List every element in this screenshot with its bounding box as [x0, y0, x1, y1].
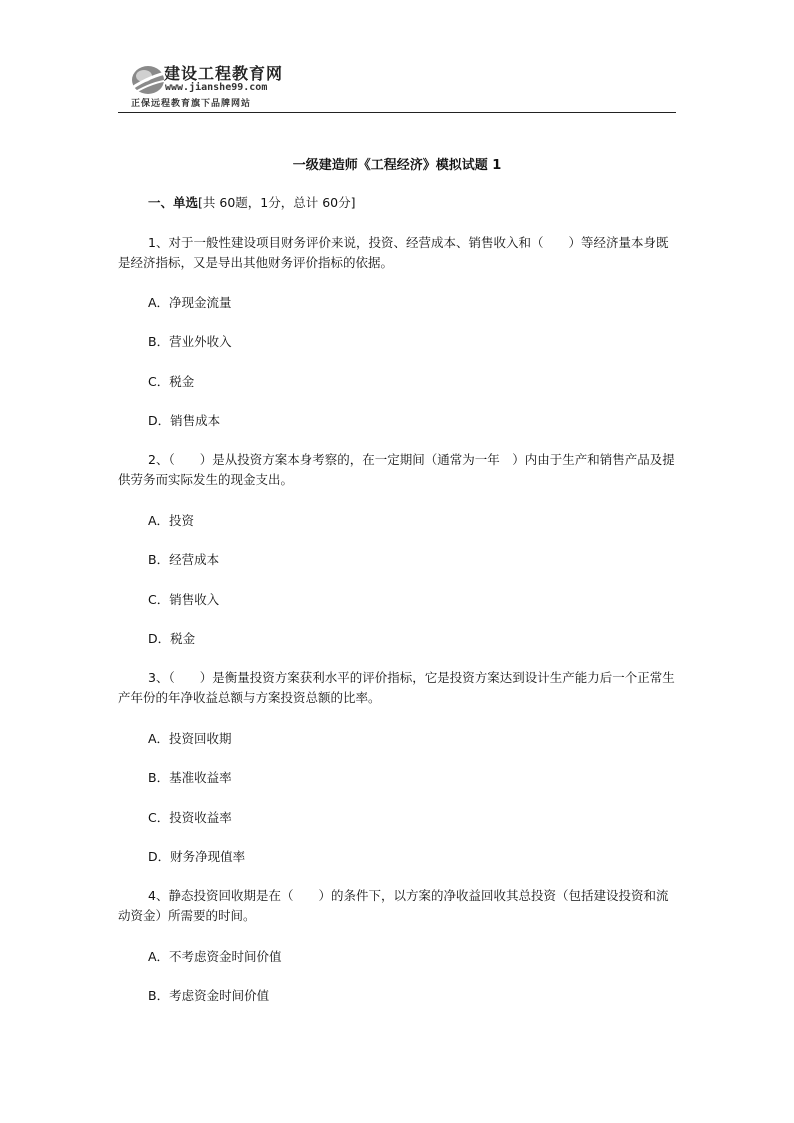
- q3-option-a: A．投资回收期: [148, 731, 232, 746]
- question-1: 1、对于一般性建设项目财务评价来说，投资、经营成本、销售收入和（ ）等经济量本身既是经济指标，又是导出其他财务评价指标的依据。: [118, 235, 669, 270]
- document-title: 一级建造师《工程经济》模拟试题 1: [292, 158, 502, 173]
- q1-option-b: B．营业外收入: [148, 334, 232, 349]
- question-4: 4、静态投资回收期是在（ ）的条件下，以方案的净收益回收其总投资（包括建设投资和流动资金）所需要的时间。: [118, 888, 669, 923]
- q3-option-b: B．基准收益率: [148, 770, 232, 785]
- q1-option-d: D．销售成本: [148, 413, 221, 428]
- site-name: 建设工程教育网: [164, 64, 284, 83]
- q2-option-a: A．投资: [148, 513, 195, 528]
- q4-option-a: A．不考虑资金时间价值: [148, 949, 282, 964]
- site-url: www.jianshe99.com: [165, 82, 268, 93]
- q2-option-d: D．税金: [148, 631, 196, 646]
- section-heading: [148, 193, 355, 211]
- q1-option-a: A．净现金流量: [148, 295, 232, 310]
- section-info: [共 60题，1分，总计 60分]: [198, 195, 356, 210]
- q2-option-b: B．经营成本: [148, 552, 220, 567]
- q4-option-b: B．考虑资金时间价值: [148, 988, 270, 1003]
- q3-option-c: C．投资收益率: [148, 810, 232, 825]
- header-divider: [118, 112, 676, 113]
- q2-option-c: C．销售收入: [148, 592, 220, 607]
- site-slogan: 正保远程教育旗下品牌网站: [131, 99, 252, 109]
- section-label: 一、单选: [148, 195, 199, 210]
- question-2: 2、（ ）是从投资方案本身考察的，在一定期间（通常为一年 ）内由于生产和销售产品及提供劳务而实际发生的现金支出。: [118, 452, 675, 487]
- q1-option-c: C．税金: [148, 374, 195, 389]
- site-header: [118, 58, 676, 114]
- q3-option-d: D．财务净现值率: [148, 849, 246, 864]
- question-3: 3、（ ）是衡量投资方案获利水平的评价指标，它是投资方案达到设计生产能力后一个正常生产年份的年净收益总额与方案投资总额的比率。: [118, 670, 675, 705]
